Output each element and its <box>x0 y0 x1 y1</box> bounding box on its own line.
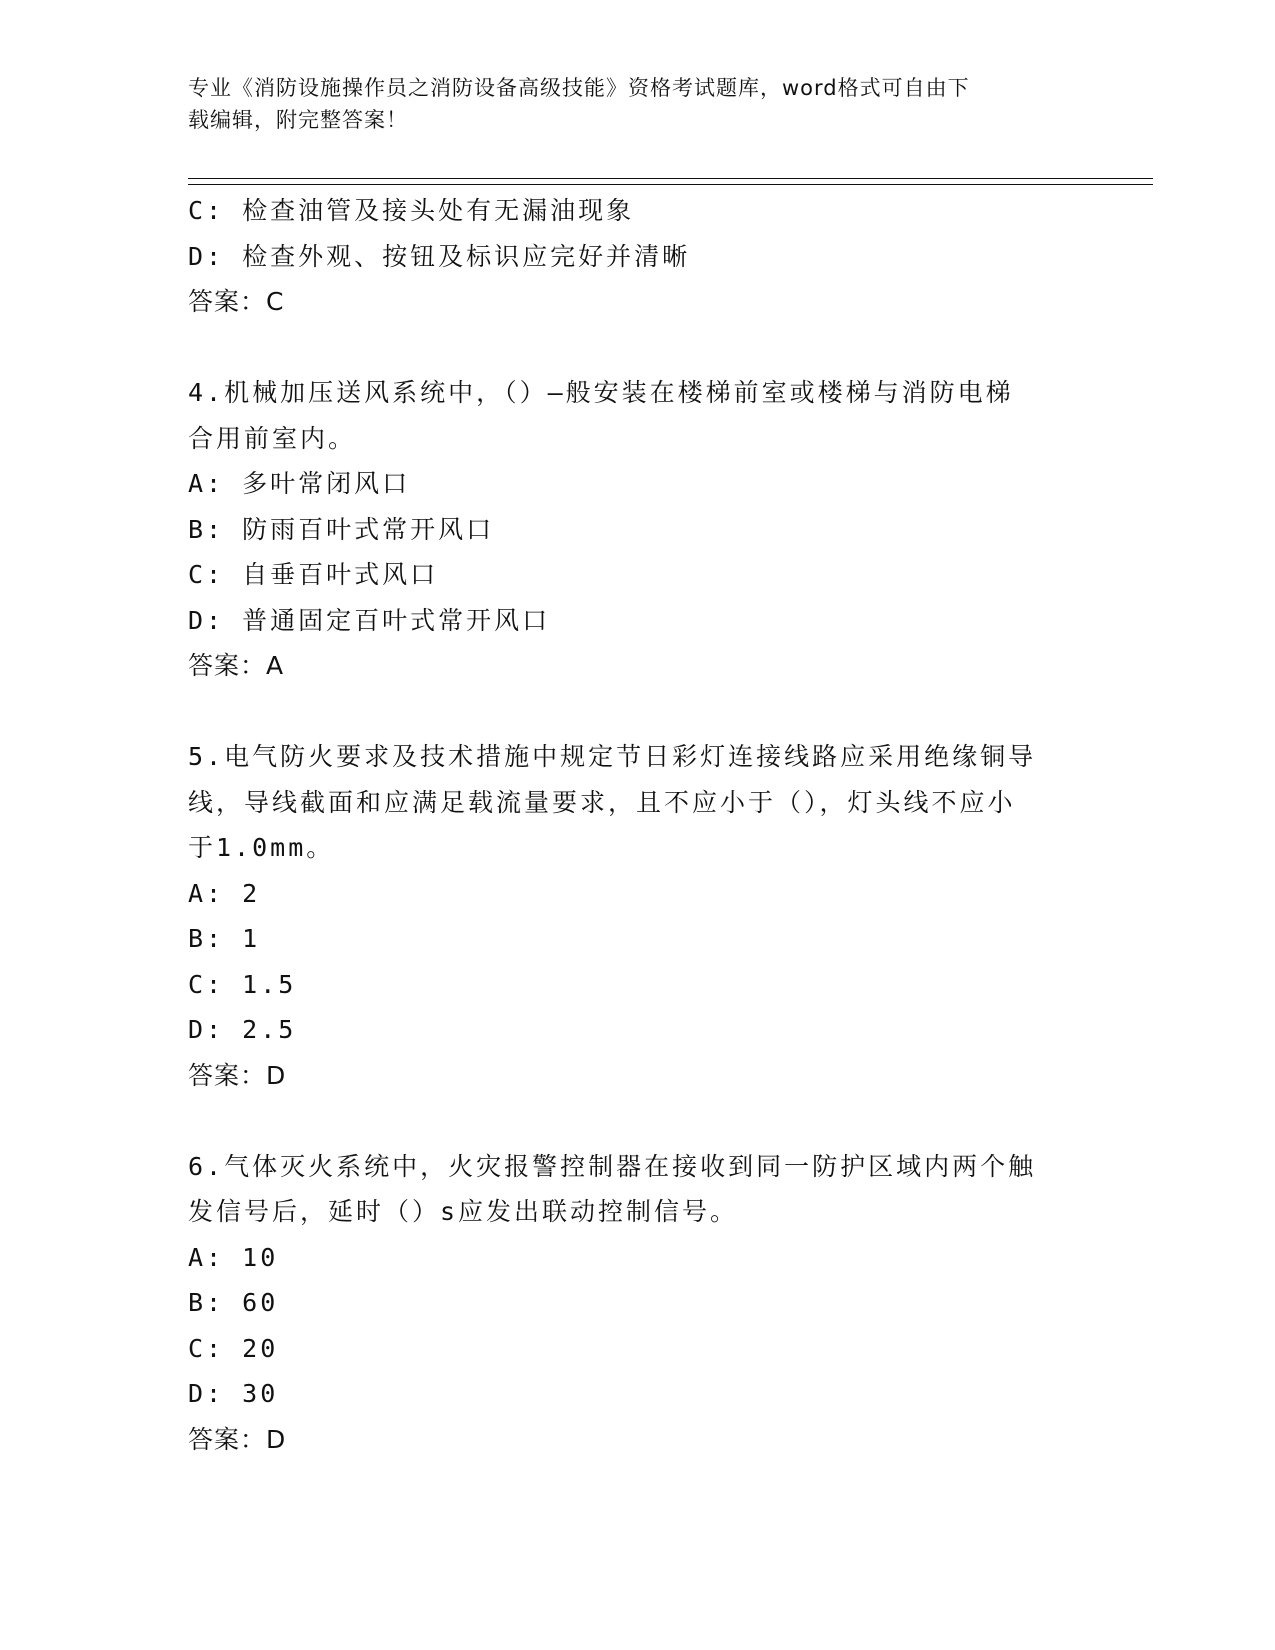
option-d: D: 普通固定百叶式常开风口 <box>188 605 551 635</box>
spacer <box>188 325 1068 371</box>
spacer <box>188 689 1068 735</box>
question-stem-line: 5.电气防火要求及技术措施中规定节日彩灯连接线路应采用绝缘铜导 <box>188 742 1037 771</box>
option-d: D: 2.5 <box>188 1015 297 1044</box>
option-d: D: 30 <box>188 1379 279 1408</box>
document-header <box>188 72 1068 136</box>
option-a: A: 多叶常闭风口 <box>188 469 411 498</box>
answer: 答案：D <box>188 1060 287 1090</box>
option-a: A: 10 <box>188 1242 279 1272</box>
carryover-question <box>188 188 1068 325</box>
answer: 答案：A <box>188 651 285 680</box>
option-b: B: 60 <box>188 1288 279 1317</box>
question-stem-line: 发信号后，延时（）s应发出联动控制信号。 <box>188 1197 739 1226</box>
option-c: C: 1.5 <box>188 969 297 999</box>
question-6 <box>188 1144 1068 1463</box>
question-stem-line: 6.气体灭火系统中，火灾报警控制器在接收到同一防护区域内两个触 <box>188 1151 1037 1181</box>
option-b: B: 1 <box>188 924 261 953</box>
option-a: A: 2 <box>188 878 261 908</box>
header-line-2: 载编辑，附完整答案！ <box>188 108 408 132</box>
answer: 答案：D <box>188 1424 287 1454</box>
option-b: B: 防雨百叶式常开风口 <box>188 514 495 544</box>
header-rule-bottom <box>188 184 1153 185</box>
question-stem-line: 于1.0mm。 <box>188 833 335 862</box>
question-stem-line: 线，导线截面和应满足载流量要求，且不应小于（），灯头线不应小 <box>188 787 1016 817</box>
question-list <box>188 188 1068 1462</box>
answer: 答案：C <box>188 287 285 316</box>
header-rule-top <box>188 178 1153 179</box>
spacer <box>188 1098 1068 1144</box>
option-c: C: 检查油管及接头处有无漏油现象 <box>188 196 635 225</box>
question-5 <box>188 734 1068 1098</box>
question-stem-line: 4.机械加压送风系统中，（）—般安装在楼梯前室或楼梯与消防电梯 <box>188 378 1014 407</box>
question-4 <box>188 370 1068 689</box>
option-d: D: 检查外观、按钮及标识应完好并清晰 <box>188 241 691 271</box>
option-c: C: 20 <box>188 1333 279 1363</box>
option-c: C: 自垂百叶式风口 <box>188 560 439 589</box>
header-line-1: 专业《消防设施操作员之消防设备高级技能》资格考试题库，word格式可自由下 <box>188 76 970 100</box>
question-stem-line: 合用前室内。 <box>188 423 357 453</box>
